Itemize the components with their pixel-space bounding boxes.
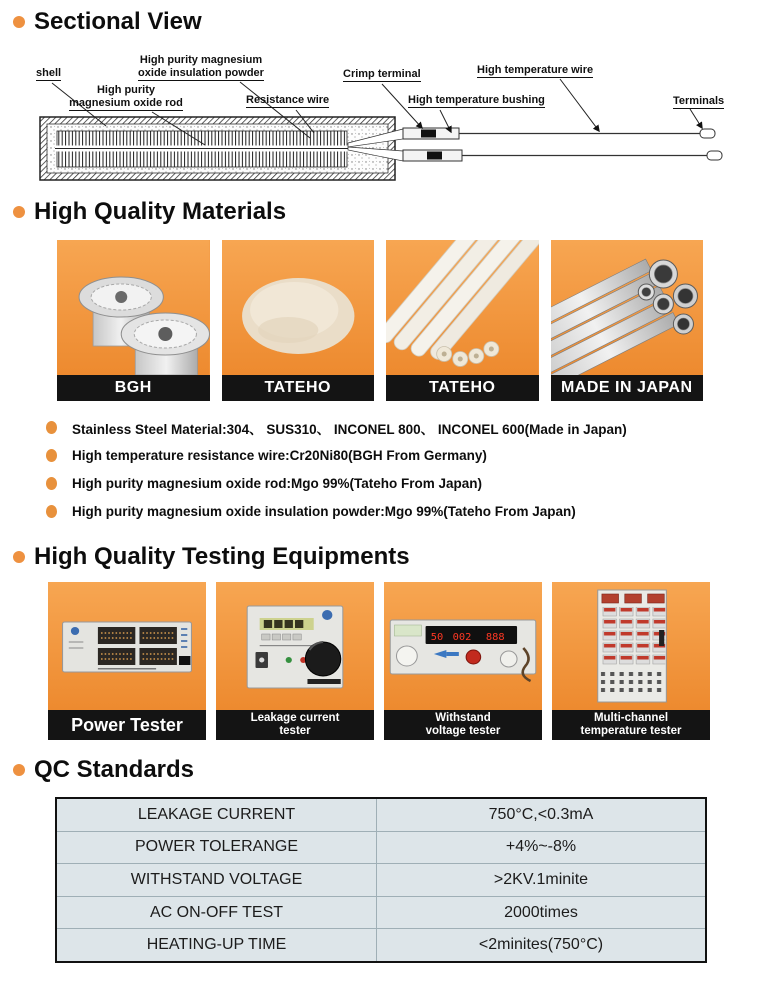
qc-standards-table <box>55 797 707 963</box>
qc-test-value: 2000times <box>504 903 578 921</box>
material-label: BGH <box>57 375 210 401</box>
table-row <box>57 799 705 831</box>
sectional-view-diagram <box>0 48 757 198</box>
section-title: High Quality Materials <box>34 198 287 225</box>
material-card-powder <box>222 240 375 401</box>
bullet-dot-icon <box>46 421 57 434</box>
material-label: TATEHO <box>222 375 375 401</box>
table-row <box>57 831 705 864</box>
qc-test-value: <2minites(750°C) <box>478 936 604 954</box>
table-row <box>57 863 705 896</box>
equipment-card-power-tester <box>48 582 206 740</box>
diagram-label-oxide-rod: High purity magnesium oxide rod <box>69 84 183 109</box>
section-bullet-icon <box>13 764 25 776</box>
section-title: Sectional View <box>34 8 202 35</box>
svg-text:888: 888 <box>485 632 505 643</box>
qc-test-name: AC ON-OFF TEST <box>57 897 377 929</box>
multichannel-temperature-tester-photo <box>552 582 710 710</box>
qc-test-value: >2KV.1minite <box>493 870 589 888</box>
materials-card-row <box>57 240 703 401</box>
material-card-rods <box>386 240 539 401</box>
equipment-card-leakage-tester <box>216 582 374 740</box>
diagram-label-crimp-terminal: Crimp terminal <box>343 68 421 80</box>
upper-lead <box>348 128 715 147</box>
bullet-dot-icon <box>46 477 57 490</box>
bullet-text: High purity magnesium oxide insulation powder:Mgo 99%(Tateho From Japan) <box>72 504 576 519</box>
equipment-label: Power Tester <box>48 710 206 740</box>
magnesium-oxide-powder-photo <box>222 240 375 375</box>
bullet-text: High purity magnesium oxide rod:Mgo 99%(Tateho From Japan) <box>72 476 483 491</box>
section-heading-sectional-view <box>13 8 202 36</box>
section-heading-qc <box>13 756 194 784</box>
lower-lead <box>348 147 722 161</box>
testing-card-row <box>48 582 710 740</box>
diagram-label-bushing: High temperature bushing <box>408 94 545 106</box>
section-title: QC Standards <box>34 756 195 783</box>
diagram-label-shell: shell <box>36 67 62 79</box>
bullet-item <box>46 447 627 464</box>
table-row <box>57 928 705 961</box>
resistance-coil <box>55 131 349 167</box>
diagram-label-resistance-wire: Resistance wire <box>246 94 330 106</box>
qc-test-name: LEAKAGE CURRENT <box>57 799 377 831</box>
section-bullet-icon <box>13 16 25 28</box>
qc-test-value: 750°C,<0.3mA <box>488 805 594 823</box>
section-heading-testing <box>13 543 410 571</box>
wire-spools-photo <box>57 240 210 375</box>
material-card-steel-tubes <box>551 240 704 401</box>
material-card-bgh <box>57 240 210 401</box>
diagram-label-terminals: Terminals <box>673 95 725 107</box>
material-label: TATEHO <box>386 375 539 401</box>
equipment-card-multichannel-tester <box>552 582 710 740</box>
svg-text:50: 50 <box>430 632 444 643</box>
equipment-label: Leakage current tester <box>216 710 374 740</box>
leakage-current-tester-photo <box>216 582 374 710</box>
table-row <box>57 896 705 929</box>
qc-test-name: POWER TOLERANGE <box>57 832 377 864</box>
qc-test-name: HEATING-UP TIME <box>57 929 377 961</box>
magnesium-oxide-rods-photo <box>386 240 539 375</box>
equipment-label: Withstand voltage tester <box>384 710 542 740</box>
bullet-text: Stainless Steel Material:304、 SUS310、 INCONEL 800、 INCONEL 600(Made in Japan) <box>72 421 627 437</box>
withstand-voltage-tester-photo <box>384 582 542 710</box>
bullet-item <box>46 475 627 492</box>
diagram-label-ht-wire: High temperature wire <box>477 64 594 76</box>
material-label: MADE IN JAPAN <box>551 375 704 401</box>
bullet-item <box>46 503 627 520</box>
materials-bullet-list <box>46 419 627 520</box>
svg-text:002: 002 <box>452 632 472 643</box>
power-tester-photo <box>48 582 206 710</box>
diagram-label-insulation-powder: High purity magnesium oxide insulation powder <box>138 54 264 79</box>
stainless-steel-tubes-photo <box>551 240 704 375</box>
qc-test-name: WITHSTAND VOLTAGE <box>57 864 377 896</box>
bullet-dot-icon <box>46 449 57 462</box>
section-bullet-icon <box>13 206 25 218</box>
section-bullet-icon <box>13 551 25 563</box>
qc-test-value: +4%~-8% <box>505 838 577 856</box>
bullet-item <box>46 419 627 436</box>
bullet-dot-icon <box>46 505 57 518</box>
section-heading-materials <box>13 198 286 226</box>
equipment-card-withstand-tester <box>384 582 542 740</box>
section-title: High Quality Testing Equipments <box>34 543 410 570</box>
equipment-label: Multi-channel temperature tester <box>552 710 710 740</box>
bullet-text: High temperature resistance wire:Cr20Ni80(BGH From Germany) <box>72 448 487 463</box>
